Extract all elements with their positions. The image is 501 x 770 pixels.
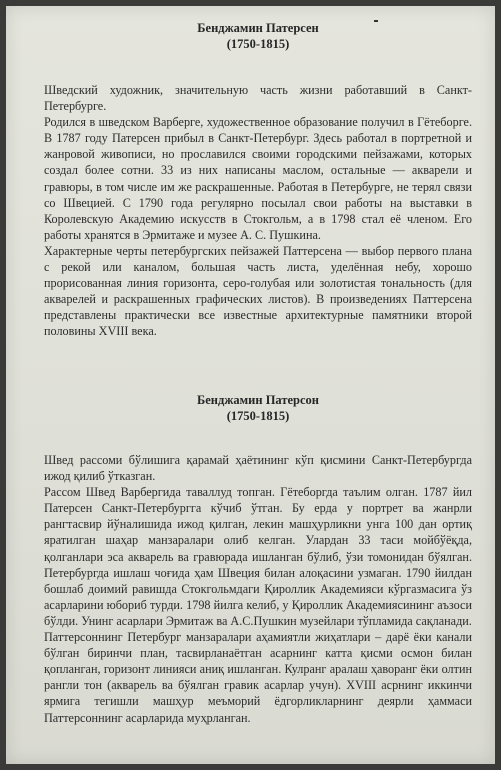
paragraph-ru-1: Шведский художник, значительную часть жизни работавший в Санкт-Петербурге. xyxy=(44,83,472,114)
section-uzbek xyxy=(44,392,472,726)
paragraph-uz-2: Рассом Швед Варбергида таваллуд топган. Гётеборгда таълим олган. 1787 йил Патерсен Санкт-Петербургга кўчиб ўтган. Бу ерда у портрет ва жанрли рангтасвир йўналишида ижод қилган, лекин машҳурликни унга 100 дан ортиқ яратилган шаҳар манзаралари олиб келган. Улардан 33 таси мойбўёқда, қолганлари эса акварель ва гравюрада ишланган бўлиб, ўзи томонидан бўялган. Петербургда ишлаш чоғида ҳам Швеция билан алоқасини узмаган. 1790 йилдан бошлаб доимий равишда Стокгольмдаги Қироллик Академияси кўргазмасига ўз асарларини юбориб турди. 1798 йилга келиб, у Қироллик Академиясининг аъзоси бўлди. Унинг асарлари Эрмитаж ва А.С.Пушкин музейлари тўпламида сақланади. xyxy=(44,485,472,628)
paragraph-uz-1: Швед рассоми бўлишига қарамай ҳаётининг кўп қисмини Санкт-Петербургда ижод қилиб ўтказган. xyxy=(44,453,472,484)
years-uzbek: (1750-1815) xyxy=(226,409,290,423)
title-russian: Бенджамин Патерсен xyxy=(197,21,319,35)
years-russian: (1750-1815) xyxy=(226,37,290,51)
paragraph-uz-3: Паттерсоннинг Петербург манзаралари аҳамиятли жиҳатлари – дарё ёки канали бўлган биринчи план, тасвирланаётган асарнинг катта қисми осмон билан қопланган, горизонт линияси аниқ ишланган. Кулранг аралаш ҳаворанг ёки олтин рангли тон (акварель ва бўялган гравик асарлар учун). XVIII асрнинг иккинчи ярмига тегишли машҳур меъморий ёдгорликларнинг деярли ҳаммаси Паттерсоннинг асарларида муҳрланган. xyxy=(44,630,472,725)
paragraph-ru-2: Родился в шведском Варберге, художественное образование получил в Гётеборге. В 1787 году Патерсен прибыл в Санкт-Петербург. Здесь работал в портретной и жанровой живописи, но прославился своими городскими пейзажами, которых создал более сотни. 33 из них написаны маслом, остальные — акварели и гравюры, в том числе им же раскрашенные. Работая в Петербурге, не терял связи со Швецией. С 1790 года регулярно посылал свои работы на выставки в Королевскую Академию искусств в Стокгольм, а в 1798 стал её членом. Его работы хранятся в Эрмитаже и музее А. С. Пушкина. xyxy=(44,115,472,242)
paragraph-ru-3: Характерные черты петербургских пейзажей Паттерсена — выбор первого плана с рекой или каналом, большая часть листа, уделённая небу, хорошо прорисованная линия горизонта, серо-голубая или золотистая тональность (для акварелей и раскрашенных графических листов). В произведениях Паттерсена представлены практически все известные архитектурные памятники второй половины XVIII века. xyxy=(44,243,472,339)
title-uzbek: Бенджамин Патерсон xyxy=(197,393,319,407)
section-russian xyxy=(44,20,472,340)
document-page xyxy=(6,6,495,764)
